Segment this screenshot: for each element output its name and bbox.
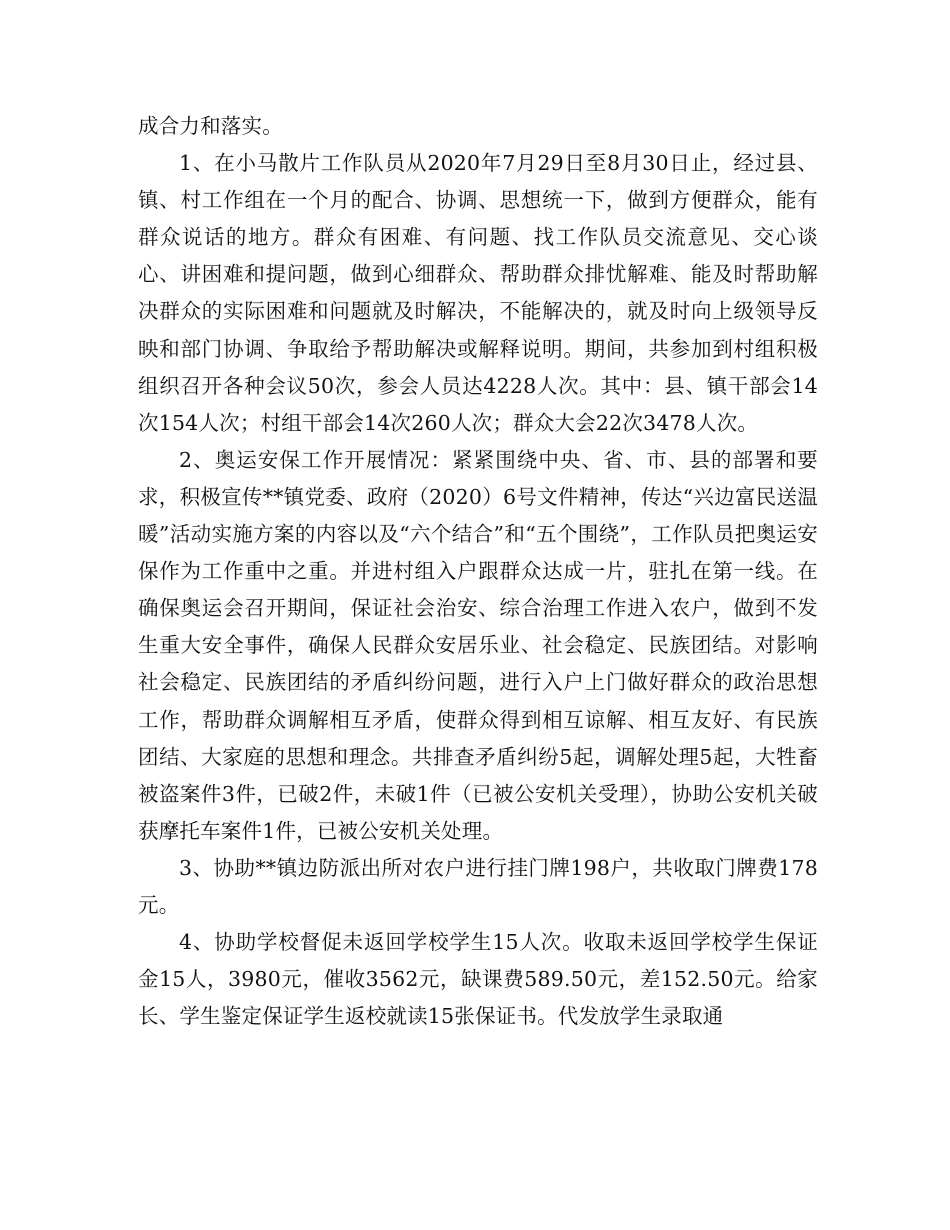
paragraph-item-1: 1、在小马散片工作队员从2020年7月29日至8月30日止，经过县、镇、村工作组在一个月的配合、协调、思想统一下，做到方便群众，能有群众说话的地方。群众有困难、有问题、找工作队员交流意见、交心谈心、讲困难和提问题，做到心细群众、帮助群众排忧解难、能及时帮助解决群众的实际困难和问题就及时解决，不能解决的，就及时向上级领导反映和部门协调、争取给予帮助解决或解释说明。期间，共参加到村组积极组织召开各种会议50次，参会人员达4228人次。其中：县、镇干部会14次154人次；村组干部会14次260人次；群众大会22次3478人次。 bbox=[138, 151, 818, 435]
paragraph-continuation: 成合力和落实。 bbox=[138, 114, 283, 138]
paragraph-item-4: 4、协助学校督促未返回学校学生15人次。收取未返回学校学生保证金15人，3980元，催收3562元，缺课费589.50元，差152.50元。给家长、学生鉴定保证学生返校就读15张保证书。代发放学生录取通 bbox=[138, 930, 818, 1029]
paragraph-item-3: 3、协助**镇边防派出所对农户进行挂门牌198户，共收取门牌费178元。 bbox=[138, 855, 818, 917]
document-body bbox=[138, 108, 818, 1035]
paragraph-item-2: 2、奥运安保工作开展情况：紧紧围绕中央、省、市、县的部署和要求，积极宣传**镇党委、政府（2020）6号文件精神，传达“兴边富民送温暖”活动实施方案的内容以及“六个结合”和“五个围绕”，工作队员把奥运安保作为工作重中之重。并进村组入户跟群众达成一片，驻扎在第一线。在确保奥运会召开期间，保证社会治安、综合治理工作进入农户，做到不发生重大安全事件，确保人民群众安居乐业、社会稳定、民族团结。对影响社会稳定、民族团结的矛盾纠纷问题，进行入户上门做好群众的政治思想工作，帮助群众调解相互矛盾，使群众得到相互谅解、相互友好、有民族团结、大家庭的思想和理念。共排查矛盾纠纷5起，调解处理5起，大牲畜被盗案件3件，已破2件，未破1件（已被公安机关受理），协助公安机关破获摩托车案件1件，已被公安机关处理。 bbox=[138, 447, 818, 843]
